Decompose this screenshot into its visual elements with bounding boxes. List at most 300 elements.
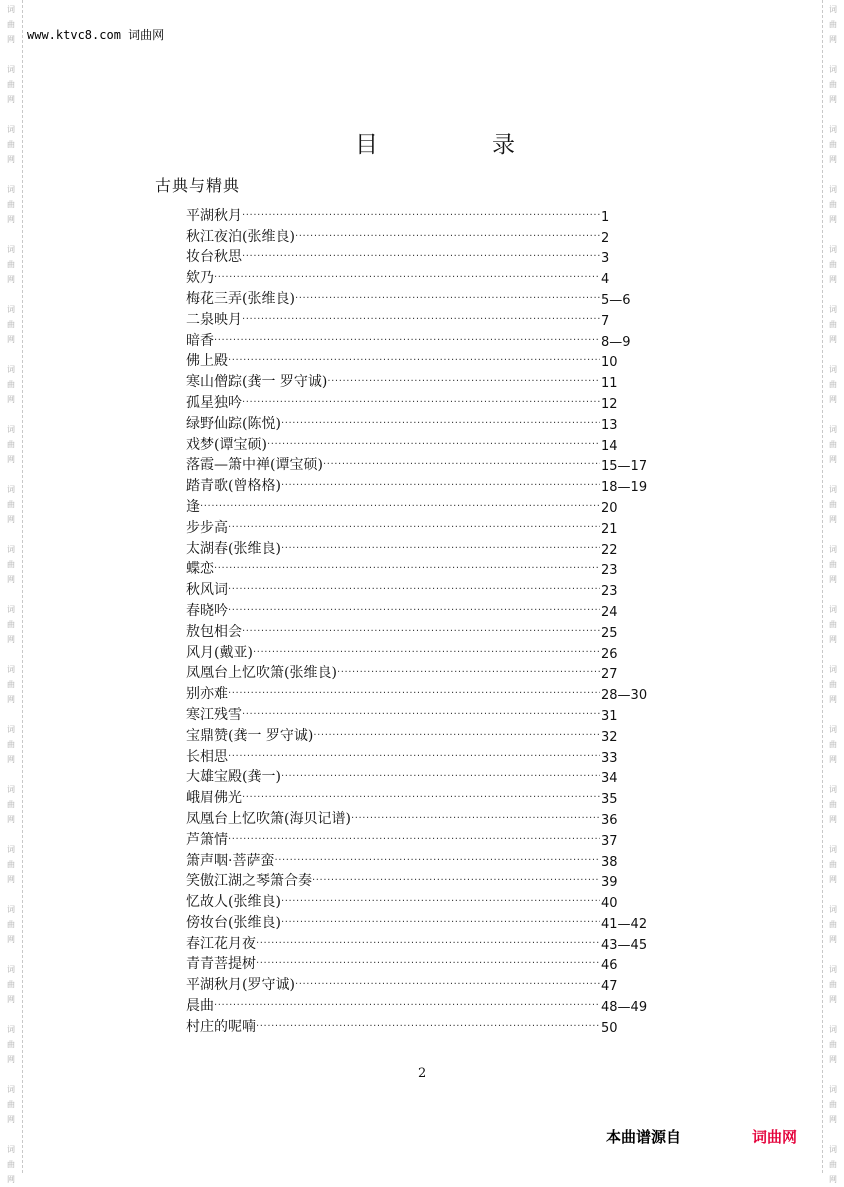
- watermark-char: 网: [7, 995, 15, 1004]
- toc-entry-title: 步步高: [186, 519, 228, 536]
- toc-entry-page: 31: [601, 708, 618, 724]
- watermark-char: 网: [7, 455, 15, 464]
- toc-entry-page: 39: [601, 875, 618, 891]
- watermark-char: 网: [829, 1055, 837, 1064]
- watermark-char: 曲: [829, 740, 837, 749]
- toc-list: [186, 204, 666, 1036]
- toc-dot-leader: [281, 540, 600, 558]
- toc-dot-leader: [242, 311, 600, 329]
- toc-dot-leader: [256, 935, 600, 953]
- toc-entry[interactable]: [186, 766, 666, 787]
- toc-entry-title: 戏梦(谭宝硕): [186, 436, 267, 453]
- toc-entry-page: 33: [601, 750, 618, 766]
- watermark-char: 曲: [7, 20, 15, 29]
- watermark-char: 词: [7, 65, 15, 74]
- toc-dot-leader: [228, 831, 600, 849]
- toc-dot-leader: [295, 290, 600, 308]
- watermark-char: 网: [7, 935, 15, 944]
- toc-entry-page: 11: [601, 376, 618, 392]
- footer-source-label: 本曲谱源自: [606, 1128, 682, 1146]
- toc-entry[interactable]: [186, 454, 666, 475]
- watermark-char: 网: [829, 275, 837, 284]
- watermark-char: 网: [829, 1115, 837, 1124]
- toc-entry-page: 3: [601, 251, 610, 267]
- watermark-glyph-group: [0, 362, 22, 407]
- watermark-glyph-group: [0, 482, 22, 527]
- watermark-char: 网: [7, 275, 15, 284]
- footer-brand[interactable]: 词曲网: [752, 1128, 798, 1146]
- watermark-char: 网: [7, 155, 15, 164]
- watermark-char: 词: [829, 1085, 837, 1094]
- watermark-char: 网: [829, 515, 837, 524]
- toc-entry[interactable]: [186, 391, 666, 412]
- toc-entry-title: 别亦难: [186, 686, 228, 703]
- watermark-glyph-group: [0, 182, 22, 227]
- watermark-glyph-group: [0, 242, 22, 287]
- toc-entry-title: 晨曲: [186, 998, 214, 1015]
- toc-entry-page: 2: [601, 230, 610, 246]
- watermark-char: 曲: [829, 560, 837, 569]
- toc-entry[interactable]: [186, 662, 666, 683]
- watermark-char: 网: [829, 695, 837, 704]
- watermark-char: 曲: [829, 1100, 837, 1109]
- toc-entry[interactable]: [186, 953, 666, 974]
- toc-entry-title: 忆故人(张维良): [186, 894, 281, 911]
- toc-entry-title: 绿野仙踪(陈悦): [186, 415, 281, 432]
- toc-dot-leader: [281, 893, 600, 911]
- toc-dot-leader: [337, 664, 600, 682]
- watermark-char: 曲: [829, 260, 837, 269]
- watermark-glyph-group: [0, 602, 22, 647]
- watermark-glyph-group: [822, 602, 844, 647]
- toc-entry-page: 5—6: [601, 292, 631, 308]
- watermark-glyph-group: [822, 422, 844, 467]
- toc-entry[interactable]: [186, 828, 666, 849]
- watermark-glyph-group: [0, 902, 22, 947]
- toc-dot-leader: [256, 955, 600, 973]
- watermark-char: 词: [7, 365, 15, 374]
- toc-entry-title: 大雄宝殿(龚一): [186, 769, 281, 786]
- watermark-char: 网: [7, 395, 15, 404]
- toc-dot-leader: [228, 685, 600, 703]
- toc-entry[interactable]: [186, 558, 666, 579]
- toc-entry-title: 平湖秋月: [186, 207, 242, 224]
- toc-dot-leader: [242, 706, 600, 724]
- watermark-char: 词: [7, 125, 15, 134]
- toc-entry-page: 13: [601, 417, 618, 433]
- toc-dot-leader: [351, 810, 600, 828]
- toc-entry-page: 35: [601, 792, 618, 808]
- toc-entry[interactable]: [186, 994, 666, 1015]
- watermark-glyph-group: [822, 482, 844, 527]
- toc-entry[interactable]: [186, 786, 666, 807]
- watermark-glyph-group: [822, 362, 844, 407]
- watermark-char: 词: [829, 545, 837, 554]
- watermark-char: 曲: [7, 920, 15, 929]
- watermark-glyph-group: [822, 722, 844, 767]
- watermark-char: 曲: [829, 200, 837, 209]
- watermark-glyph-group: [822, 842, 844, 887]
- watermark-char: 网: [829, 995, 837, 1004]
- toc-dot-leader: [228, 748, 600, 766]
- watermark-char: 网: [7, 1055, 15, 1064]
- toc-entry-page: 43—45: [601, 937, 648, 953]
- watermark-glyph-group: [0, 842, 22, 887]
- watermark-char: 网: [7, 515, 15, 524]
- page-title-right: 录: [492, 132, 515, 158]
- toc-dot-leader: [281, 415, 600, 433]
- watermark-char: 曲: [7, 680, 15, 689]
- site-url[interactable]: www.ktvc8.com: [27, 28, 121, 42]
- watermark-char: 网: [7, 695, 15, 704]
- toc-entry-page: 22: [601, 542, 618, 558]
- toc-dot-leader: [281, 768, 600, 786]
- watermark-char: 词: [7, 1025, 15, 1034]
- watermark-char: 网: [7, 755, 15, 764]
- toc-entry-page: 10: [601, 355, 618, 371]
- watermark-char: 网: [829, 95, 837, 104]
- watermark-char: 曲: [829, 1040, 837, 1049]
- toc-dot-leader: [242, 623, 600, 641]
- toc-entry[interactable]: [186, 807, 666, 828]
- watermark-char: 词: [7, 425, 15, 434]
- watermark-char: 网: [829, 215, 837, 224]
- watermark-char: 曲: [829, 1160, 837, 1169]
- toc-entry-page: 25: [601, 625, 618, 641]
- toc-entry[interactable]: [186, 225, 666, 246]
- watermark-glyph-group: [0, 422, 22, 467]
- watermark-char: 曲: [7, 320, 15, 329]
- toc-entry[interactable]: [186, 620, 666, 641]
- toc-entry-title: 欸乃: [186, 270, 214, 287]
- toc-dot-leader: [242, 248, 600, 266]
- toc-entry-title: 二泉映月: [186, 311, 242, 328]
- toc-entry-page: 50: [601, 1020, 618, 1036]
- watermark-char: 曲: [7, 500, 15, 509]
- toc-dot-leader: [214, 560, 600, 578]
- toc-dot-leader: [274, 852, 600, 870]
- toc-entry-page: 34: [601, 771, 618, 787]
- watermark-char: 词: [829, 845, 837, 854]
- watermark-glyph-group: [0, 782, 22, 827]
- toc-entry-page: 23: [601, 563, 618, 579]
- watermark-glyph-group: [822, 1022, 844, 1067]
- toc-dot-leader: [228, 602, 600, 620]
- watermark-char: 词: [829, 785, 837, 794]
- toc-dot-leader: [228, 519, 600, 537]
- watermark-char: 网: [7, 335, 15, 344]
- watermark-char: 曲: [7, 800, 15, 809]
- watermark-char: 曲: [7, 1040, 15, 1049]
- toc-entry-page: 32: [601, 729, 618, 745]
- toc-entry-title: 宝鼎赞(龚一 罗守诚): [186, 727, 314, 744]
- watermark-char: 词: [7, 785, 15, 794]
- watermark-char: 曲: [7, 1160, 15, 1169]
- watermark-char: 词: [7, 725, 15, 734]
- watermark-glyph-group: [822, 122, 844, 167]
- toc-entry[interactable]: [186, 641, 666, 662]
- watermark-char: 词: [7, 905, 15, 914]
- toc-entry[interactable]: [186, 266, 666, 287]
- watermark-glyph-group: [822, 542, 844, 587]
- toc-entry[interactable]: [186, 308, 666, 329]
- toc-entry-page: 27: [601, 667, 618, 683]
- toc-entry-page: 1: [601, 209, 610, 225]
- watermark-glyph-group: [0, 1082, 22, 1127]
- watermark-char: 词: [829, 1025, 837, 1034]
- toc-dot-leader: [327, 373, 600, 391]
- toc-entry[interactable]: [186, 1015, 666, 1036]
- watermark-char: 网: [7, 1175, 15, 1184]
- watermark-glyph-group: [0, 1022, 22, 1067]
- watermark-char: 曲: [7, 380, 15, 389]
- toc-entry-page: 24: [601, 604, 618, 620]
- toc-dot-leader: [312, 872, 600, 890]
- watermark-char: 曲: [829, 20, 837, 29]
- toc-entry-title: 太湖春(张维良): [186, 540, 281, 557]
- watermark-glyph-group: [0, 122, 22, 167]
- watermark-char: 词: [7, 1145, 15, 1154]
- watermark-char: 词: [829, 485, 837, 494]
- toc-entry-title: 村庄的呢喃: [186, 1018, 256, 1035]
- watermark-char: 网: [829, 815, 837, 824]
- watermark-char: 网: [7, 635, 15, 644]
- watermark-char: 词: [829, 245, 837, 254]
- toc-entry-page: 46: [601, 958, 618, 974]
- toc-dot-leader: [228, 352, 600, 370]
- toc-entry[interactable]: [186, 329, 666, 350]
- toc-entry[interactable]: [186, 599, 666, 620]
- toc-dot-leader: [214, 269, 600, 287]
- toc-dot-leader: [281, 914, 600, 932]
- toc-entry[interactable]: [186, 474, 666, 495]
- toc-entry[interactable]: [186, 682, 666, 703]
- toc-entry-title: 峨眉佛光: [186, 790, 242, 807]
- watermark-char: 词: [7, 965, 15, 974]
- watermark-glyph-group: [822, 1082, 844, 1127]
- toc-entry-title: 寒山僧踪(龚一 罗守诚): [186, 374, 328, 391]
- toc-entry-title: 妆台秋思: [186, 249, 242, 266]
- watermark-glyph-group: [0, 662, 22, 707]
- toc-dot-leader: [242, 394, 600, 412]
- toc-dot-leader: [267, 436, 600, 454]
- watermark-char: 网: [7, 215, 15, 224]
- toc-entry-title: 风月(戴亚): [186, 644, 253, 661]
- toc-entry[interactable]: [186, 724, 666, 745]
- toc-entry[interactable]: [186, 412, 666, 433]
- toc-entry[interactable]: [186, 890, 666, 911]
- watermark-glyph-group: [0, 542, 22, 587]
- toc-entry-title: 春江花月夜: [186, 935, 256, 952]
- toc-entry[interactable]: [186, 703, 666, 724]
- watermark-char: 曲: [829, 440, 837, 449]
- watermark-char: 网: [829, 635, 837, 644]
- watermark-char: 词: [829, 365, 837, 374]
- toc-entry-page: 36: [601, 812, 618, 828]
- toc-entry-title: 蝶恋: [186, 561, 214, 578]
- toc-entry[interactable]: [186, 246, 666, 267]
- watermark-char: 曲: [829, 800, 837, 809]
- toc-entry-title: 平湖秋月(罗守诚): [186, 977, 295, 994]
- watermark-char: 曲: [829, 680, 837, 689]
- toc-dot-leader: [200, 498, 600, 516]
- toc-entry-title: 孤星独吟: [186, 394, 242, 411]
- toc-entry[interactable]: [186, 433, 666, 454]
- toc-entry[interactable]: [186, 537, 666, 558]
- toc-entry[interactable]: [186, 370, 666, 391]
- watermark-char: 网: [7, 35, 15, 44]
- watermark-char: 词: [829, 65, 837, 74]
- watermark-glyph-group: [822, 1142, 844, 1187]
- watermark-char: 网: [7, 875, 15, 884]
- watermark-char: 曲: [7, 740, 15, 749]
- watermark-char: 词: [7, 305, 15, 314]
- watermark-char: 曲: [7, 1100, 15, 1109]
- toc-dot-leader: [214, 997, 600, 1015]
- toc-entry-title: 寒江残雪: [186, 706, 242, 723]
- toc-entry-page: 40: [601, 896, 618, 912]
- watermark-char: 词: [829, 905, 837, 914]
- toc-entry-title: 凤凰台上忆吹箫(张维良): [186, 665, 337, 682]
- watermark-char: 词: [7, 605, 15, 614]
- watermark-char: 词: [829, 725, 837, 734]
- watermark-char: 曲: [7, 860, 15, 869]
- watermark-char: 网: [829, 395, 837, 404]
- watermark-char: 词: [829, 5, 837, 14]
- watermark-char: 网: [829, 1175, 837, 1184]
- toc-entry-page: 18—19: [601, 480, 648, 496]
- page-number: 2: [418, 1066, 427, 1081]
- watermark-char: 曲: [829, 140, 837, 149]
- watermark-char: 词: [7, 245, 15, 254]
- toc-entry-page: 38: [601, 854, 618, 870]
- toc-entry[interactable]: [186, 204, 666, 225]
- toc-entry-title: 凤凰台上忆吹箫(海贝记谱): [186, 810, 351, 827]
- toc-entry-page: 15—17: [601, 459, 648, 475]
- toc-entry-page: 7: [601, 313, 610, 329]
- watermark-char: 词: [7, 545, 15, 554]
- watermark-glyph-group: [0, 62, 22, 107]
- toc-entry-title: 暗香: [186, 332, 214, 349]
- watermark-char: 曲: [829, 500, 837, 509]
- toc-entry-page: 20: [601, 500, 618, 516]
- toc-entry-page: 12: [601, 396, 618, 412]
- watermark-glyph-group: [822, 962, 844, 1007]
- watermark-char: 网: [829, 455, 837, 464]
- toc-dot-leader: [295, 228, 600, 246]
- toc-entry-page: 28—30: [601, 688, 648, 704]
- watermark-char: 网: [829, 935, 837, 944]
- watermark-char: 网: [829, 755, 837, 764]
- toc-entry[interactable]: [186, 495, 666, 516]
- watermark-char: 曲: [7, 80, 15, 89]
- watermark-char: 曲: [829, 80, 837, 89]
- toc-dot-leader: [214, 332, 600, 350]
- toc-entry[interactable]: [186, 287, 666, 308]
- toc-dot-leader: [242, 207, 600, 225]
- watermark-glyph-group: [822, 662, 844, 707]
- watermark-glyph-group: [822, 242, 844, 287]
- toc-entry[interactable]: [186, 350, 666, 371]
- toc-entry-title: 梅花三弄(张维良): [186, 290, 295, 307]
- watermark-char: 词: [7, 1085, 15, 1094]
- watermark-char: 词: [7, 845, 15, 854]
- watermark-char: 词: [829, 125, 837, 134]
- page-title-left: 目: [355, 132, 378, 158]
- watermark-char: 曲: [829, 920, 837, 929]
- toc-entry[interactable]: [186, 578, 666, 599]
- toc-dot-leader: [313, 727, 600, 745]
- watermark-char: 词: [7, 185, 15, 194]
- watermark-char: 词: [829, 305, 837, 314]
- toc-entry-page: 47: [601, 979, 618, 995]
- page-title: [355, 126, 515, 159]
- watermark-char: 词: [7, 665, 15, 674]
- watermark-glyph-group: [822, 62, 844, 107]
- toc-dot-leader: [323, 456, 600, 474]
- watermark-char: 网: [7, 815, 15, 824]
- watermark-char: 曲: [829, 980, 837, 989]
- watermark-glyph-group: [0, 302, 22, 347]
- toc-entry[interactable]: [186, 745, 666, 766]
- toc-entry-page: 21: [601, 521, 618, 537]
- watermark-char: 词: [829, 965, 837, 974]
- watermark-char: 曲: [7, 440, 15, 449]
- watermark-char: 网: [7, 95, 15, 104]
- toc-entry-page: 48—49: [601, 1000, 648, 1016]
- toc-dot-leader: [256, 1018, 600, 1036]
- watermark-char: 曲: [7, 260, 15, 269]
- toc-entry-page: 8—9: [601, 334, 631, 350]
- watermark-char: 网: [7, 1115, 15, 1124]
- toc-entry[interactable]: [186, 516, 666, 537]
- toc-entry-page: 41—42: [601, 916, 648, 932]
- watermark-char: 词: [829, 185, 837, 194]
- watermark-char: 曲: [829, 380, 837, 389]
- toc-entry[interactable]: [186, 870, 666, 891]
- toc-entry-page: 23: [601, 584, 618, 600]
- watermark-char: 曲: [829, 620, 837, 629]
- toc-entry-title: 踏青歌(曾格格): [186, 478, 281, 495]
- toc-entry[interactable]: [186, 849, 666, 870]
- site-name: 词曲网: [128, 28, 165, 42]
- toc-entry[interactable]: [186, 973, 666, 994]
- watermark-char: 网: [829, 155, 837, 164]
- watermark-glyph-group: [0, 722, 22, 767]
- watermark-glyph-group: [0, 962, 22, 1007]
- section-heading: 古典与精典: [155, 176, 241, 195]
- watermark-char: 曲: [829, 860, 837, 869]
- toc-entry-title: 逢: [186, 498, 200, 515]
- watermark-glyph-group: [822, 182, 844, 227]
- watermark-char: 网: [7, 575, 15, 584]
- watermark-glyph-group: [822, 782, 844, 827]
- toc-entry-title: 傍妆台(张维良): [186, 914, 281, 931]
- watermark-char: 曲: [829, 320, 837, 329]
- toc-entry[interactable]: [186, 932, 666, 953]
- watermark-glyph-group: [822, 2, 844, 47]
- toc-entry-title: 箫声咽·菩萨蛮: [186, 852, 275, 869]
- watermark-glyph-group: [822, 302, 844, 347]
- toc-dot-leader: [295, 976, 600, 994]
- toc-dot-leader: [228, 581, 600, 599]
- watermark-char: 词: [829, 1145, 837, 1154]
- watermark-glyph-group: [0, 1142, 22, 1187]
- watermark-glyph-group: [0, 2, 22, 47]
- toc-entry[interactable]: [186, 911, 666, 932]
- toc-entry-title: 敖包相会: [186, 623, 242, 640]
- watermark-char: 词: [7, 485, 15, 494]
